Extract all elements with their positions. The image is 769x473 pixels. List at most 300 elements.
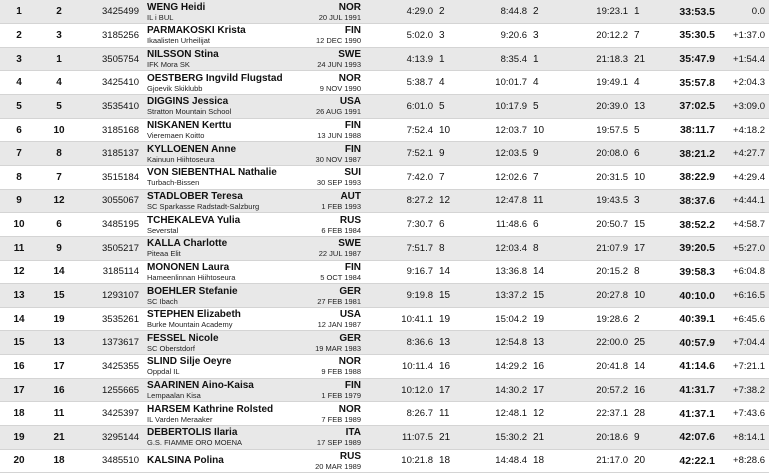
split-3-rank: 5 bbox=[628, 118, 659, 142]
time-behind: +7:21.1 bbox=[719, 355, 769, 379]
finish-time: 33:53.5 bbox=[659, 0, 719, 24]
split-3-rank: 15 bbox=[628, 213, 659, 237]
nation-code: GER bbox=[339, 285, 361, 297]
fis-code-cell: 3185168 bbox=[80, 118, 145, 142]
rank-cell: 3 bbox=[0, 47, 38, 71]
fis-code-cell: 3055067 bbox=[80, 189, 145, 213]
split-3-rank: 17 bbox=[628, 236, 659, 260]
rank-cell: 2 bbox=[0, 24, 38, 48]
split-3-time: 22:37.1 bbox=[557, 402, 628, 426]
nation-cell bbox=[295, 189, 365, 213]
fis-code-cell: 3535410 bbox=[80, 95, 145, 119]
birth-date: 20 MAR 1989 bbox=[315, 461, 361, 471]
split-1-rank: 7 bbox=[433, 165, 461, 189]
finish-time: 41:37.1 bbox=[659, 402, 719, 426]
split-1-rank: 8 bbox=[433, 236, 461, 260]
athlete-cell bbox=[145, 189, 295, 213]
nation-cell bbox=[295, 331, 365, 355]
birth-date: 24 JUN 1993 bbox=[317, 60, 361, 70]
rank-cell: 4 bbox=[0, 71, 38, 95]
nation-cell bbox=[295, 378, 365, 402]
split-1-time: 7:52.4 bbox=[365, 118, 433, 142]
rank-cell: 5 bbox=[0, 95, 38, 119]
split-1-time: 10:11.4 bbox=[365, 355, 433, 379]
rank-cell: 10 bbox=[0, 213, 38, 237]
athlete-cell bbox=[145, 142, 295, 166]
finish-time: 35:30.5 bbox=[659, 24, 719, 48]
club-name: Vieremaen Koitto bbox=[147, 131, 205, 141]
birth-date: 9 NOV 1990 bbox=[319, 83, 361, 93]
athlete-name: HARSEM Kathrine Rolsted bbox=[147, 403, 274, 415]
split-1-rank: 5 bbox=[433, 95, 461, 119]
split-2-rank: 8 bbox=[527, 236, 557, 260]
nation-code: NOR bbox=[338, 72, 361, 84]
split-3-rank: 6 bbox=[628, 142, 659, 166]
time-behind: +6:45.6 bbox=[719, 307, 769, 331]
bib-cell: 16 bbox=[38, 378, 80, 402]
athlete-name: MONONEN Laura bbox=[147, 261, 230, 273]
split-3-rank: 25 bbox=[628, 331, 659, 355]
club-name: Ikaalisten Urheilijat bbox=[147, 36, 210, 46]
birth-date: 22 JUL 1987 bbox=[318, 249, 361, 259]
bib-cell: 10 bbox=[38, 118, 80, 142]
split-3-rank: 1 bbox=[628, 0, 659, 24]
birth-date: 17 SEP 1989 bbox=[316, 438, 361, 448]
club-name: Turbach-Bissen bbox=[147, 178, 200, 188]
split-2-rank: 14 bbox=[527, 260, 557, 284]
split-1-rank: 13 bbox=[433, 331, 461, 355]
split-2-time: 12:02.6 bbox=[461, 165, 527, 189]
split-1-time: 7:42.0 bbox=[365, 165, 433, 189]
split-2-time: 13:36.8 bbox=[461, 260, 527, 284]
split-1-rank: 19 bbox=[433, 307, 461, 331]
result-row bbox=[0, 449, 769, 473]
birth-date: 1 FEB 1993 bbox=[321, 201, 361, 211]
split-2-time: 12:03.5 bbox=[461, 142, 527, 166]
split-3-rank: 16 bbox=[628, 378, 659, 402]
split-2-time: 12:48.1 bbox=[461, 402, 527, 426]
nation-cell bbox=[295, 402, 365, 426]
nation-cell bbox=[295, 118, 365, 142]
athlete-cell bbox=[145, 260, 295, 284]
split-3-time: 20:12.2 bbox=[557, 24, 628, 48]
finish-time: 38:22.9 bbox=[659, 165, 719, 189]
split-1-time: 11:07.5 bbox=[365, 426, 433, 450]
split-2-rank: 2 bbox=[527, 0, 557, 24]
split-3-time: 20:57.2 bbox=[557, 378, 628, 402]
bib-cell: 8 bbox=[38, 142, 80, 166]
birth-date: 30 NOV 1987 bbox=[315, 154, 361, 164]
split-1-rank: 10 bbox=[433, 118, 461, 142]
split-2-time: 15:30.2 bbox=[461, 426, 527, 450]
split-2-rank: 13 bbox=[527, 331, 557, 355]
time-behind: 0.0 bbox=[719, 0, 769, 24]
result-row bbox=[0, 378, 769, 402]
split-1-rank: 9 bbox=[433, 142, 461, 166]
split-2-time: 9:20.6 bbox=[461, 24, 527, 48]
rank-cell: 6 bbox=[0, 118, 38, 142]
bib-cell: 12 bbox=[38, 189, 80, 213]
split-1-rank: 12 bbox=[433, 189, 461, 213]
split-2-rank: 3 bbox=[527, 24, 557, 48]
nation-code: SWE bbox=[338, 238, 361, 250]
athlete-cell bbox=[145, 47, 295, 71]
split-2-rank: 9 bbox=[527, 142, 557, 166]
finish-time: 35:57.8 bbox=[659, 71, 719, 95]
split-3-rank: 28 bbox=[628, 402, 659, 426]
fis-code-cell: 1373617 bbox=[80, 331, 145, 355]
club-name: Severstal bbox=[147, 225, 179, 235]
result-row bbox=[0, 260, 769, 284]
fis-code-cell: 3185137 bbox=[80, 142, 145, 166]
split-1-rank: 11 bbox=[433, 402, 461, 426]
split-1-rank: 3 bbox=[433, 24, 461, 48]
split-2-rank: 16 bbox=[527, 355, 557, 379]
split-1-time: 5:38.7 bbox=[365, 71, 433, 95]
athlete-cell bbox=[145, 165, 295, 189]
club-name: Oppdal IL bbox=[147, 367, 180, 377]
nation-cell bbox=[295, 260, 365, 284]
time-behind: +1:37.0 bbox=[719, 24, 769, 48]
athlete-cell bbox=[145, 355, 295, 379]
split-3-time: 19:49.1 bbox=[557, 71, 628, 95]
split-1-rank: 21 bbox=[433, 426, 461, 450]
finish-time: 41:14.6 bbox=[659, 355, 719, 379]
time-behind: +7:43.6 bbox=[719, 402, 769, 426]
athlete-name: KALSINA Polina bbox=[147, 455, 224, 467]
birth-date: 9 FEB 1988 bbox=[321, 367, 361, 377]
split-2-time: 13:37.2 bbox=[461, 284, 527, 308]
split-3-rank: 8 bbox=[628, 260, 659, 284]
split-3-time: 19:23.1 bbox=[557, 0, 628, 24]
athlete-cell bbox=[145, 284, 295, 308]
bib-cell: 6 bbox=[38, 213, 80, 237]
split-2-rank: 19 bbox=[527, 307, 557, 331]
nation-cell bbox=[295, 142, 365, 166]
time-behind: +4:44.1 bbox=[719, 189, 769, 213]
split-1-time: 6:01.0 bbox=[365, 95, 433, 119]
result-row bbox=[0, 47, 769, 71]
result-row bbox=[0, 142, 769, 166]
split-2-time: 12:47.8 bbox=[461, 189, 527, 213]
split-3-rank: 3 bbox=[628, 189, 659, 213]
nation-code: NOR bbox=[338, 356, 361, 368]
split-1-rank: 2 bbox=[433, 0, 461, 24]
split-1-time: 10:12.0 bbox=[365, 378, 433, 402]
split-3-rank: 2 bbox=[628, 307, 659, 331]
time-behind: +6:04.8 bbox=[719, 260, 769, 284]
finish-time: 40:10.0 bbox=[659, 284, 719, 308]
club-name: SC Sparkasse Radstadt-Salzburg bbox=[147, 201, 260, 211]
split-2-rank: 4 bbox=[527, 71, 557, 95]
split-2-time: 14:29.2 bbox=[461, 355, 527, 379]
split-1-time: 8:26.7 bbox=[365, 402, 433, 426]
nation-code: NOR bbox=[338, 403, 361, 415]
rank-cell: 18 bbox=[0, 402, 38, 426]
nation-code: AUT bbox=[340, 190, 361, 202]
rank-cell: 13 bbox=[0, 284, 38, 308]
athlete-name: WENG Heidi bbox=[147, 1, 206, 13]
birth-date: 12 JAN 1987 bbox=[317, 320, 361, 330]
split-2-time: 11:48.6 bbox=[461, 213, 527, 237]
finish-time: 40:57.9 bbox=[659, 331, 719, 355]
athlete-cell bbox=[145, 118, 295, 142]
nation-code: SUI bbox=[344, 167, 361, 179]
split-1-rank: 17 bbox=[433, 378, 461, 402]
athlete-name: TCHEKALEVA Yulia bbox=[147, 214, 241, 226]
bib-cell: 11 bbox=[38, 402, 80, 426]
club-name: G.S. FIAMME ORO MOENA bbox=[147, 438, 243, 448]
bib-cell: 2 bbox=[38, 0, 80, 24]
rank-cell: 7 bbox=[0, 142, 38, 166]
nation-code: FIN bbox=[344, 25, 361, 37]
bib-cell: 14 bbox=[38, 260, 80, 284]
athlete-name: DIGGINS Jessica bbox=[147, 96, 229, 108]
athlete-cell bbox=[145, 0, 295, 24]
club-name: Lempaalan Kisa bbox=[147, 391, 201, 401]
time-behind: +7:38.2 bbox=[719, 378, 769, 402]
birth-date: 19 MAR 1983 bbox=[315, 343, 361, 353]
nation-code: GER bbox=[339, 332, 361, 344]
birth-date: 26 AUG 1991 bbox=[315, 107, 361, 117]
split-3-rank: 14 bbox=[628, 355, 659, 379]
athlete-cell bbox=[145, 95, 295, 119]
split-1-time: 8:36.6 bbox=[365, 331, 433, 355]
time-behind: +4:27.7 bbox=[719, 142, 769, 166]
finish-time: 38:21.2 bbox=[659, 142, 719, 166]
fis-code-cell: 1293107 bbox=[80, 284, 145, 308]
split-3-time: 19:28.6 bbox=[557, 307, 628, 331]
finish-time: 38:37.6 bbox=[659, 189, 719, 213]
bib-cell: 18 bbox=[38, 449, 80, 473]
split-2-rank: 6 bbox=[527, 213, 557, 237]
nation-cell bbox=[295, 165, 365, 189]
athlete-name: VON SIEBENTHAL Nathalie bbox=[147, 167, 277, 179]
fis-code-cell: 3425410 bbox=[80, 71, 145, 95]
result-row bbox=[0, 236, 769, 260]
split-1-rank: 4 bbox=[433, 71, 461, 95]
split-3-time: 19:57.5 bbox=[557, 118, 628, 142]
nation-cell bbox=[295, 426, 365, 450]
rank-cell: 1 bbox=[0, 0, 38, 24]
split-1-time: 9:16.7 bbox=[365, 260, 433, 284]
bib-cell: 5 bbox=[38, 95, 80, 119]
split-3-time: 21:07.9 bbox=[557, 236, 628, 260]
club-name: Piteaa Elit bbox=[147, 249, 181, 259]
finish-time: 37:02.5 bbox=[659, 95, 719, 119]
split-1-time: 7:52.1 bbox=[365, 142, 433, 166]
split-3-rank: 10 bbox=[628, 165, 659, 189]
split-3-time: 19:43.5 bbox=[557, 189, 628, 213]
finish-time: 35:47.9 bbox=[659, 47, 719, 71]
time-behind: +4:18.2 bbox=[719, 118, 769, 142]
split-2-rank: 5 bbox=[527, 95, 557, 119]
bib-cell: 19 bbox=[38, 307, 80, 331]
athlete-cell bbox=[145, 236, 295, 260]
nation-code: FIN bbox=[344, 143, 361, 155]
rank-cell: 17 bbox=[0, 378, 38, 402]
club-name: IL i BUL bbox=[147, 12, 174, 22]
nation-cell bbox=[295, 236, 365, 260]
split-1-rank: 14 bbox=[433, 260, 461, 284]
result-row bbox=[0, 307, 769, 331]
athlete-cell bbox=[145, 24, 295, 48]
split-3-time: 20:31.5 bbox=[557, 165, 628, 189]
nation-cell bbox=[295, 71, 365, 95]
split-1-time: 4:29.0 bbox=[365, 0, 433, 24]
split-1-time: 10:41.1 bbox=[365, 307, 433, 331]
athlete-cell bbox=[145, 378, 295, 402]
split-2-time: 14:30.2 bbox=[461, 378, 527, 402]
nation-code: FIN bbox=[344, 380, 361, 392]
split-3-time: 21:17.0 bbox=[557, 449, 628, 473]
split-2-rank: 10 bbox=[527, 118, 557, 142]
rank-cell: 12 bbox=[0, 260, 38, 284]
rank-cell: 15 bbox=[0, 331, 38, 355]
split-1-time: 7:51.7 bbox=[365, 236, 433, 260]
split-3-time: 20:27.8 bbox=[557, 284, 628, 308]
finish-time: 41:31.7 bbox=[659, 378, 719, 402]
fis-code-cell: 3505217 bbox=[80, 236, 145, 260]
birth-date: 20 JUL 1991 bbox=[318, 12, 361, 22]
club-name: Stratton Mountain School bbox=[147, 107, 232, 117]
nation-cell bbox=[295, 284, 365, 308]
time-behind: +8:28.6 bbox=[719, 449, 769, 473]
split-2-time: 14:48.4 bbox=[461, 449, 527, 473]
club-name: IFK Mora SK bbox=[147, 60, 190, 70]
club-name: IL Varden Meraaker bbox=[147, 414, 213, 424]
split-2-time: 10:17.9 bbox=[461, 95, 527, 119]
nation-cell bbox=[295, 24, 365, 48]
result-row bbox=[0, 213, 769, 237]
time-behind: +3:09.0 bbox=[719, 95, 769, 119]
split-1-time: 5:02.0 bbox=[365, 24, 433, 48]
time-behind: +5:27.0 bbox=[719, 236, 769, 260]
time-behind: +1:54.4 bbox=[719, 47, 769, 71]
nation-cell bbox=[295, 213, 365, 237]
split-2-time: 12:03.7 bbox=[461, 118, 527, 142]
time-behind: +4:29.4 bbox=[719, 165, 769, 189]
nation-code: ITA bbox=[345, 427, 361, 439]
time-behind: +7:04.4 bbox=[719, 331, 769, 355]
birth-date: 12 DEC 1990 bbox=[315, 36, 361, 46]
split-2-rank: 21 bbox=[527, 426, 557, 450]
fis-code-cell: 3295144 bbox=[80, 426, 145, 450]
nation-code: RUS bbox=[339, 450, 361, 462]
split-1-rank: 16 bbox=[433, 355, 461, 379]
split-2-rank: 12 bbox=[527, 402, 557, 426]
birth-date: 1 FEB 1979 bbox=[321, 391, 361, 401]
time-behind: +4:58.7 bbox=[719, 213, 769, 237]
nation-cell bbox=[295, 47, 365, 71]
split-3-time: 20:08.0 bbox=[557, 142, 628, 166]
athlete-name: NISKANEN Kerttu bbox=[147, 120, 232, 132]
athlete-name: BOEHLER Stefanie bbox=[147, 285, 238, 297]
split-2-rank: 15 bbox=[527, 284, 557, 308]
rank-cell: 9 bbox=[0, 189, 38, 213]
athlete-name: SLIND Silje Oeyre bbox=[147, 356, 232, 368]
split-1-time: 4:13.9 bbox=[365, 47, 433, 71]
split-2-rank: 1 bbox=[527, 47, 557, 71]
athlete-cell bbox=[145, 402, 295, 426]
split-3-rank: 13 bbox=[628, 95, 659, 119]
split-2-rank: 11 bbox=[527, 189, 557, 213]
finish-time: 42:07.6 bbox=[659, 426, 719, 450]
result-row bbox=[0, 355, 769, 379]
fis-code-cell: 3185256 bbox=[80, 24, 145, 48]
result-row bbox=[0, 284, 769, 308]
split-1-time: 7:30.7 bbox=[365, 213, 433, 237]
result-row bbox=[0, 0, 769, 24]
birth-date: 6 FEB 1984 bbox=[321, 225, 361, 235]
bib-cell: 9 bbox=[38, 236, 80, 260]
rank-cell: 16 bbox=[0, 355, 38, 379]
split-1-rank: 6 bbox=[433, 213, 461, 237]
split-2-rank: 7 bbox=[527, 165, 557, 189]
birth-date: 5 OCT 1984 bbox=[320, 272, 361, 282]
finish-time: 38:11.7 bbox=[659, 118, 719, 142]
bib-cell: 21 bbox=[38, 426, 80, 450]
athlete-cell bbox=[145, 71, 295, 95]
club-name: SC Oberstdorf bbox=[147, 343, 195, 353]
athlete-cell bbox=[145, 307, 295, 331]
athlete-name: KYLLOENEN Anne bbox=[147, 143, 237, 155]
split-1-rank: 18 bbox=[433, 449, 461, 473]
fis-code-cell: 3505754 bbox=[80, 47, 145, 71]
split-2-rank: 17 bbox=[527, 378, 557, 402]
birth-date: 30 SEP 1993 bbox=[316, 178, 361, 188]
result-row bbox=[0, 165, 769, 189]
fis-code-cell: 3485510 bbox=[80, 449, 145, 473]
time-behind: +8:14.1 bbox=[719, 426, 769, 450]
rank-cell: 11 bbox=[0, 236, 38, 260]
fis-code-cell: 3515184 bbox=[80, 165, 145, 189]
rank-cell: 8 bbox=[0, 165, 38, 189]
club-name: Burke Mountain Academy bbox=[147, 320, 233, 330]
athlete-cell bbox=[145, 449, 295, 473]
club-name: Kainuun Hiihtoseura bbox=[147, 154, 215, 164]
split-3-rank: 10 bbox=[628, 284, 659, 308]
nation-code: FIN bbox=[344, 261, 361, 273]
split-3-rank: 4 bbox=[628, 71, 659, 95]
rank-cell: 20 bbox=[0, 449, 38, 473]
result-row bbox=[0, 118, 769, 142]
split-1-time: 10:21.8 bbox=[365, 449, 433, 473]
finish-time: 39:20.5 bbox=[659, 236, 719, 260]
finish-time: 40:39.1 bbox=[659, 307, 719, 331]
athlete-name: KALLA Charlotte bbox=[147, 238, 228, 250]
athlete-name: PARMAKOSKI Krista bbox=[147, 25, 246, 37]
nation-code: SWE bbox=[338, 49, 361, 61]
club-name: SC Ibach bbox=[147, 296, 178, 306]
time-behind: +6:16.5 bbox=[719, 284, 769, 308]
split-2-time: 10:01.7 bbox=[461, 71, 527, 95]
fis-code-cell: 3425397 bbox=[80, 402, 145, 426]
nation-code: USA bbox=[339, 96, 361, 108]
athlete-cell bbox=[145, 331, 295, 355]
fis-code-cell: 3425499 bbox=[80, 0, 145, 24]
bib-cell: 4 bbox=[38, 71, 80, 95]
athlete-name: DEBERTOLIS Ilaria bbox=[147, 427, 238, 439]
athlete-cell bbox=[145, 213, 295, 237]
nation-code: RUS bbox=[339, 214, 361, 226]
nation-code: FIN bbox=[344, 120, 361, 132]
bib-cell: 17 bbox=[38, 355, 80, 379]
nation-cell bbox=[295, 0, 365, 24]
split-2-time: 8:35.4 bbox=[461, 47, 527, 71]
fis-code-cell: 3485195 bbox=[80, 213, 145, 237]
nation-code: USA bbox=[339, 309, 361, 321]
